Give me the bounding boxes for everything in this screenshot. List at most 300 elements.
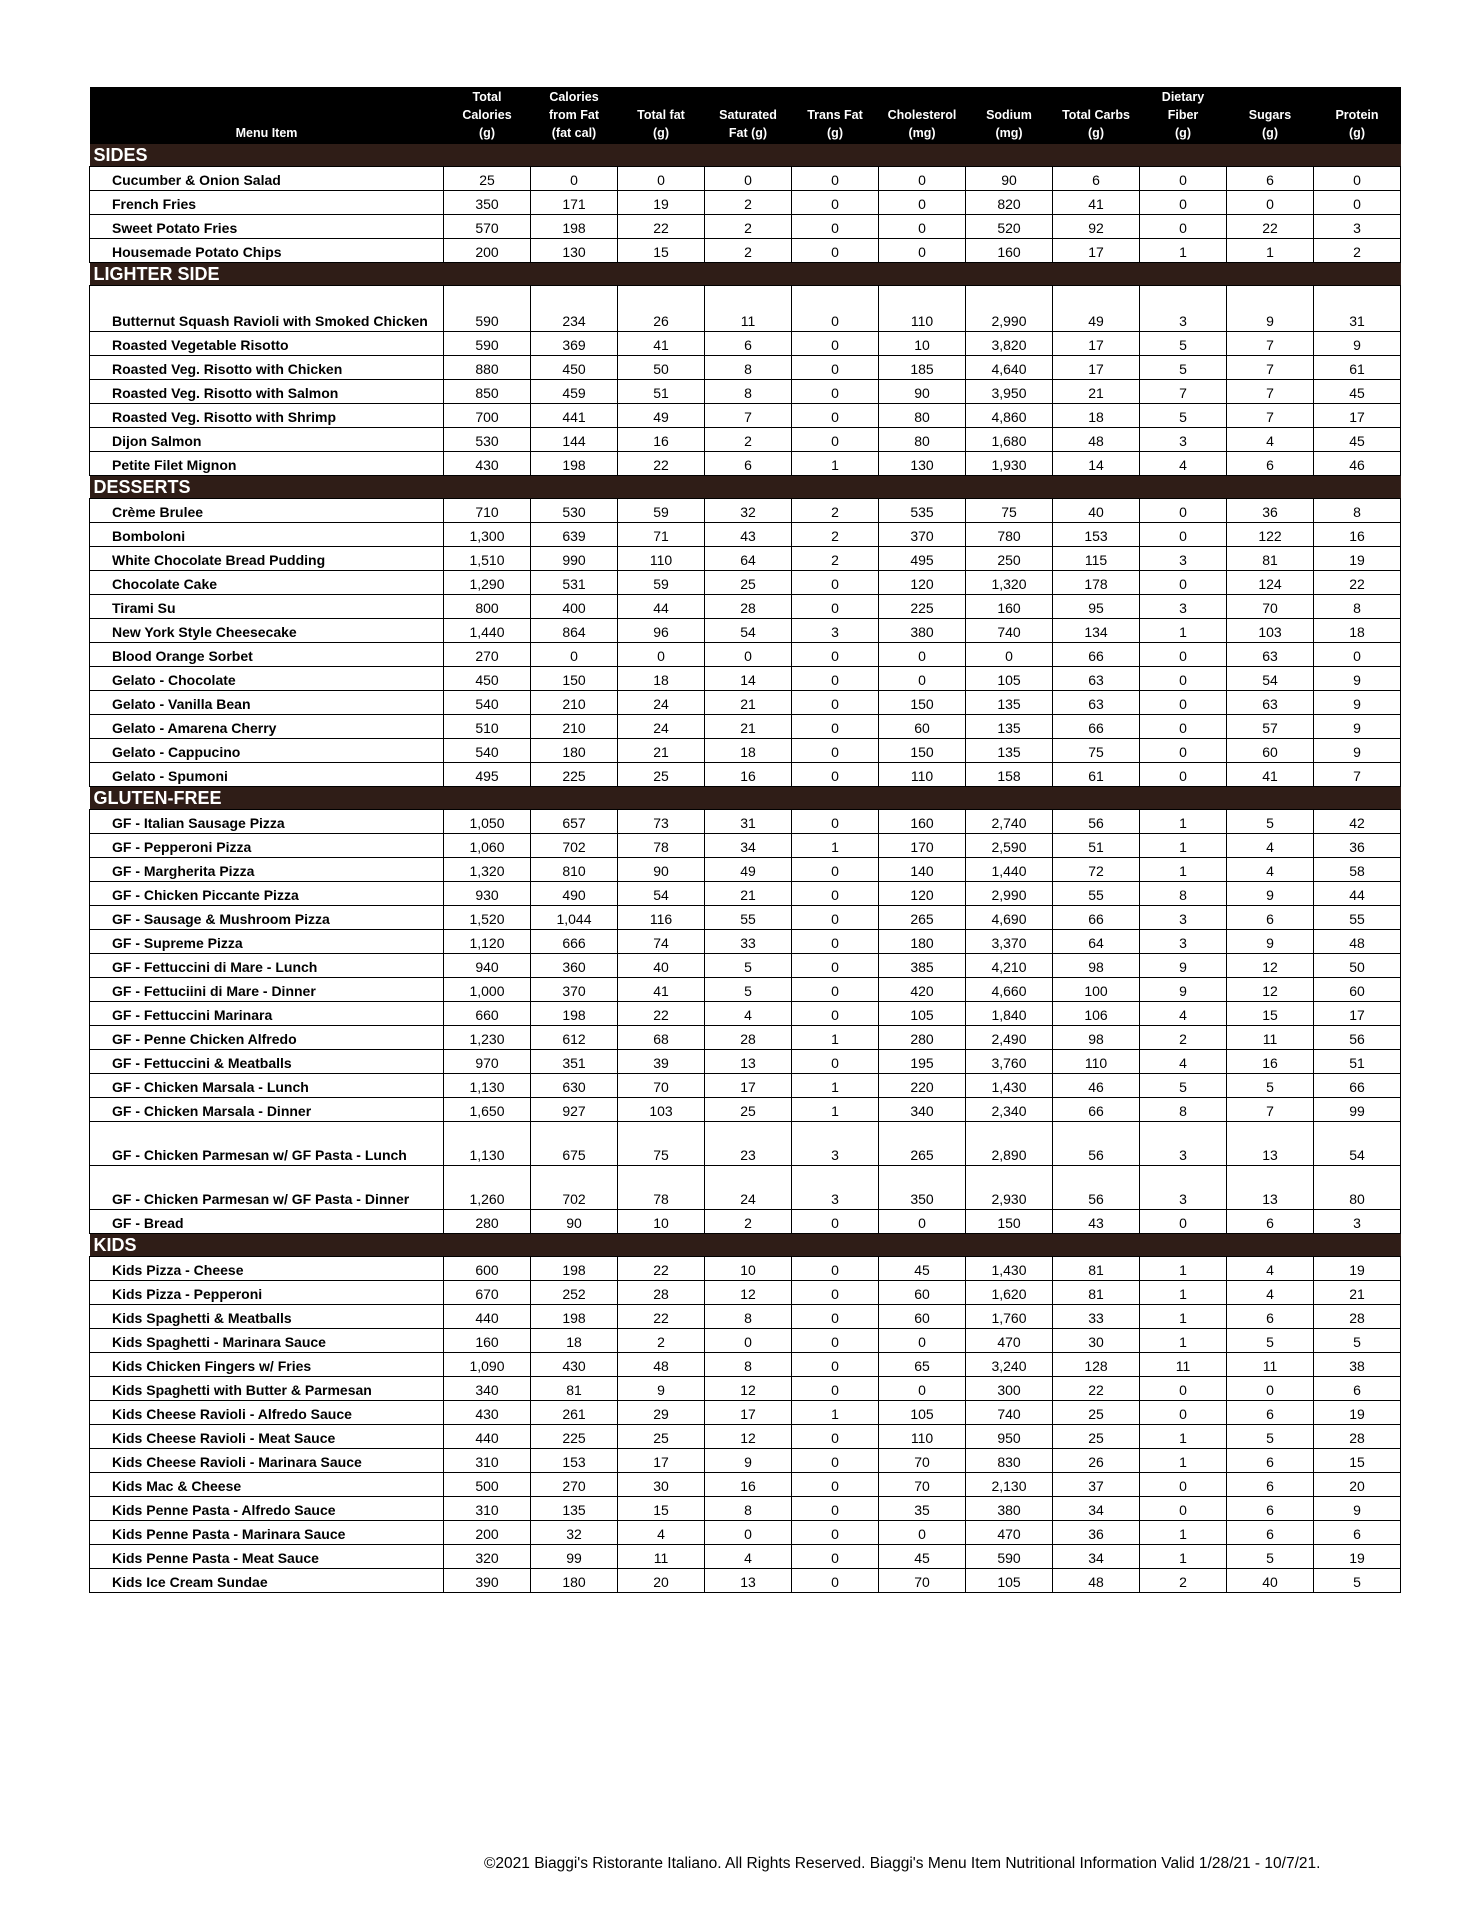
menu-item-name: Gelato - Spumoni: [90, 763, 444, 787]
nutrition-value: 0: [1140, 1377, 1227, 1401]
nutrition-value: 5: [705, 954, 792, 978]
nutrition-value: 8: [1314, 499, 1401, 523]
nutrition-value: 24: [618, 715, 705, 739]
nutrition-value: 2: [792, 547, 879, 571]
nutrition-value: 18: [705, 739, 792, 763]
nutrition-value: 5: [1140, 332, 1227, 356]
nutrition-value: 1,230: [444, 1026, 531, 1050]
nutrition-value: 51: [1314, 1050, 1401, 1074]
nutrition-value: 0: [792, 286, 879, 332]
nutrition-value: 30: [1053, 1329, 1140, 1353]
nutrition-value: 15: [1227, 1002, 1314, 1026]
table-row: [90, 858, 1401, 882]
nutrition-value: 90: [531, 1210, 618, 1234]
nutrition-value: 5: [1140, 404, 1227, 428]
nutrition-value: 171: [531, 191, 618, 215]
nutrition-value: 103: [618, 1098, 705, 1122]
nutrition-value: 21: [705, 882, 792, 906]
nutrition-value: 940: [444, 954, 531, 978]
nutrition-value: 0: [792, 1353, 879, 1377]
nutrition-value: 2,990: [966, 882, 1053, 906]
nutrition-value: 75: [618, 1122, 705, 1166]
section-title: DESSERTS: [90, 476, 1401, 499]
table-row: [90, 1122, 1401, 1166]
table-row: [90, 1521, 1401, 1545]
nutrition-value: 6: [1227, 1401, 1314, 1425]
nutrition-value: 25: [705, 571, 792, 595]
nutrition-value: 675: [531, 1122, 618, 1166]
nutrition-value: 6: [1227, 906, 1314, 930]
nutrition-value: 28: [705, 595, 792, 619]
nutrition-value: 6: [1227, 1305, 1314, 1329]
nutrition-value: 32: [705, 499, 792, 523]
nutrition-value: 2: [618, 1329, 705, 1353]
nutrition-value: 850: [444, 380, 531, 404]
nutrition-value: 9: [1314, 691, 1401, 715]
nutrition-value: 22: [1314, 571, 1401, 595]
table-row: [90, 1281, 1401, 1305]
nutrition-value: 430: [444, 1401, 531, 1425]
nutrition-value: 0: [792, 356, 879, 380]
nutrition-value: 5: [1227, 1074, 1314, 1098]
nutrition-value: 800: [444, 595, 531, 619]
nutrition-value: 0: [1140, 571, 1227, 595]
nutrition-value: 450: [444, 667, 531, 691]
nutrition-value: 59: [618, 571, 705, 595]
nutrition-value: 10: [879, 332, 966, 356]
nutrition-value: 220: [879, 1074, 966, 1098]
nutrition-value: 26: [618, 286, 705, 332]
nutrition-value: 34: [1053, 1545, 1140, 1569]
nutrition-value: 5: [1227, 1329, 1314, 1353]
nutrition-value: 1: [1140, 1545, 1227, 1569]
menu-item-name: Petite Filet Mignon: [90, 452, 444, 476]
nutrition-value: 0: [792, 906, 879, 930]
nutrition-value: 310: [444, 1449, 531, 1473]
nutrition-value: 0: [1140, 191, 1227, 215]
nutrition-value: 2: [705, 1210, 792, 1234]
nutrition-value: 130: [531, 239, 618, 263]
table-row: [90, 643, 1401, 667]
nutrition-value: 54: [705, 619, 792, 643]
nutrition-value: 540: [444, 691, 531, 715]
table-row: [90, 882, 1401, 906]
nutrition-value: 2: [705, 215, 792, 239]
nutrition-value: 48: [1053, 428, 1140, 452]
nutrition-value: 144: [531, 428, 618, 452]
nutrition-value: 1: [1140, 1305, 1227, 1329]
menu-item-name: GF - Chicken Piccante Pizza: [90, 882, 444, 906]
nutrition-value: 2: [792, 523, 879, 547]
nutrition-value: 16: [705, 1473, 792, 1497]
nutrition-value: 0: [879, 667, 966, 691]
nutrition-value: 250: [966, 547, 1053, 571]
nutrition-value: 400: [531, 595, 618, 619]
nutrition-value: 6: [1227, 1210, 1314, 1234]
nutrition-value: 0: [792, 1281, 879, 1305]
nutrition-value: 3,820: [966, 332, 1053, 356]
nutrition-value: 0: [618, 167, 705, 191]
nutrition-value: 4,660: [966, 978, 1053, 1002]
nutrition-value: 56: [1053, 1122, 1140, 1166]
table-row: [90, 1026, 1401, 1050]
nutrition-value: 470: [966, 1329, 1053, 1353]
nutrition-value: 1,620: [966, 1281, 1053, 1305]
nutrition-value: 198: [531, 452, 618, 476]
nutrition-value: 0: [879, 1329, 966, 1353]
nutrition-value: 0: [792, 1377, 879, 1401]
nutrition-value: 0: [792, 167, 879, 191]
column-header: Menu Item: [90, 87, 444, 144]
nutrition-value: 21: [618, 739, 705, 763]
nutrition-value: 261: [531, 1401, 618, 1425]
menu-item-name: Kids Ice Cream Sundae: [90, 1569, 444, 1593]
table-row: [90, 906, 1401, 930]
nutrition-value: 116: [618, 906, 705, 930]
menu-item-name: GF - Bread: [90, 1210, 444, 1234]
column-header: Total Calories (g): [444, 87, 531, 144]
nutrition-value: 24: [705, 1166, 792, 1210]
nutrition-value: 72: [1053, 858, 1140, 882]
nutrition-value: 1: [1140, 1425, 1227, 1449]
nutrition-value: 50: [618, 356, 705, 380]
nutrition-value: 7: [1227, 404, 1314, 428]
column-header: Calories from Fat (fat cal): [531, 87, 618, 144]
nutrition-value: 535: [879, 499, 966, 523]
nutrition-value: 73: [618, 810, 705, 834]
nutrition-value: 0: [792, 1497, 879, 1521]
nutrition-value: 8: [705, 1353, 792, 1377]
nutrition-value: 0: [966, 643, 1053, 667]
menu-item-name: GF - Penne Chicken Alfredo: [90, 1026, 444, 1050]
nutrition-value: 0: [792, 1473, 879, 1497]
nutrition-value: 0: [879, 191, 966, 215]
nutrition-value: 81: [1053, 1281, 1140, 1305]
nutrition-value: 11: [1227, 1026, 1314, 1050]
nutrition-value: 1,440: [966, 858, 1053, 882]
nutrition-value: 440: [444, 1425, 531, 1449]
nutrition-value: 3: [1140, 930, 1227, 954]
nutrition-value: 2: [792, 499, 879, 523]
menu-item-name: GF - Fettuccini di Mare - Lunch: [90, 954, 444, 978]
nutrition-value: 590: [444, 286, 531, 332]
nutrition-value: 9: [1314, 332, 1401, 356]
nutrition-value: 265: [879, 906, 966, 930]
nutrition-value: 0: [1140, 715, 1227, 739]
table-row: [90, 619, 1401, 643]
nutrition-value: 350: [879, 1166, 966, 1210]
nutrition-value: 64: [1053, 930, 1140, 954]
nutrition-value: 710: [444, 499, 531, 523]
menu-item-name: Roasted Veg. Risotto with Salmon: [90, 380, 444, 404]
nutrition-value: 11: [618, 1545, 705, 1569]
nutrition-value: 470: [966, 1521, 1053, 1545]
menu-item-name: New York Style Cheesecake: [90, 619, 444, 643]
nutrition-value: 6: [1227, 1497, 1314, 1521]
nutrition-value: 0: [1140, 643, 1227, 667]
nutrition-value: 9: [1227, 286, 1314, 332]
nutrition-value: 22: [1053, 1377, 1140, 1401]
nutrition-value: 26: [1053, 1449, 1140, 1473]
nutrition-value: 0: [531, 643, 618, 667]
nutrition-value: 15: [618, 1497, 705, 1521]
nutrition-value: 9: [1314, 739, 1401, 763]
nutrition-value: 105: [966, 667, 1053, 691]
nutrition-value: 16: [1227, 1050, 1314, 1074]
nutrition-value: 17: [618, 1449, 705, 1473]
table-body: [90, 144, 1401, 1593]
nutrition-value: 2: [705, 191, 792, 215]
menu-item-name: GF - Chicken Parmesan w/ GF Pasta - Lunch: [90, 1122, 444, 1166]
nutrition-value: 120: [879, 571, 966, 595]
nutrition-value: 0: [792, 1521, 879, 1545]
menu-item-name: Kids Cheese Ravioli - Marinara Sauce: [90, 1449, 444, 1473]
nutrition-value: 160: [444, 1329, 531, 1353]
nutrition-value: 700: [444, 404, 531, 428]
nutrition-value: 9: [1314, 1497, 1401, 1521]
nutrition-value: 1,680: [966, 428, 1053, 452]
nutrition-value: 1,000: [444, 978, 531, 1002]
nutrition-value: 4: [705, 1002, 792, 1026]
nutrition-value: 630: [531, 1074, 618, 1098]
menu-item-name: Gelato - Vanilla Bean: [90, 691, 444, 715]
nutrition-value: 70: [1227, 595, 1314, 619]
nutrition-value: 15: [1314, 1449, 1401, 1473]
nutrition-value: 110: [879, 1425, 966, 1449]
nutrition-value: 122: [1227, 523, 1314, 547]
nutrition-value: 58: [1314, 858, 1401, 882]
nutrition-value: 25: [618, 1425, 705, 1449]
nutrition-value: 9: [1227, 930, 1314, 954]
nutrition-value: 1,300: [444, 523, 531, 547]
nutrition-value: 61: [1314, 356, 1401, 380]
nutrition-value: 28: [705, 1026, 792, 1050]
nutrition-value: 33: [1053, 1305, 1140, 1329]
nutrition-value: 14: [1053, 452, 1140, 476]
nutrition-value: 198: [531, 1002, 618, 1026]
nutrition-value: 0: [792, 691, 879, 715]
menu-item-name: Roasted Veg. Risotto with Shrimp: [90, 404, 444, 428]
nutrition-value: 0: [792, 667, 879, 691]
table-row: [90, 380, 1401, 404]
nutrition-value: 90: [879, 380, 966, 404]
nutrition-value: 0: [792, 1449, 879, 1473]
nutrition-value: 3: [792, 1166, 879, 1210]
nutrition-value: 0: [705, 1521, 792, 1545]
nutrition-value: 3: [1140, 286, 1227, 332]
nutrition-value: 0: [1140, 1497, 1227, 1521]
nutrition-value: 2: [1314, 239, 1401, 263]
nutrition-value: 8: [705, 356, 792, 380]
table-row: [90, 428, 1401, 452]
nutrition-value: 56: [1314, 1026, 1401, 1050]
nutrition-value: 495: [879, 547, 966, 571]
nutrition-value: 18: [618, 667, 705, 691]
nutrition-value: 198: [531, 1305, 618, 1329]
nutrition-value: 7: [705, 404, 792, 428]
nutrition-value: 1,510: [444, 547, 531, 571]
menu-item-name: GF - Fettuciini di Mare - Dinner: [90, 978, 444, 1002]
table-row: [90, 978, 1401, 1002]
nutrition-value: 1,050: [444, 810, 531, 834]
nutrition-value: 64: [705, 547, 792, 571]
nutrition-value: 0: [1227, 191, 1314, 215]
nutrition-value: 0: [1140, 167, 1227, 191]
nutrition-value: 106: [1053, 1002, 1140, 1026]
nutrition-value: 820: [966, 191, 1053, 215]
nutrition-value: 7: [1227, 332, 1314, 356]
nutrition-value: 6: [1053, 167, 1140, 191]
menu-item-name: White Chocolate Bread Pudding: [90, 547, 444, 571]
menu-item-name: French Fries: [90, 191, 444, 215]
nutrition-value: 0: [792, 763, 879, 787]
nutrition-value: 92: [1053, 215, 1140, 239]
nutrition-value: 380: [879, 619, 966, 643]
nutrition-value: 59: [618, 499, 705, 523]
nutrition-value: 780: [966, 523, 1053, 547]
nutrition-value: 280: [444, 1210, 531, 1234]
nutrition-value: 5: [1140, 356, 1227, 380]
nutrition-value: 0: [1314, 191, 1401, 215]
nutrition-value: 31: [705, 810, 792, 834]
nutrition-value: 3,240: [966, 1353, 1053, 1377]
nutrition-value: 0: [792, 882, 879, 906]
nutrition-value: 120: [879, 882, 966, 906]
nutrition-value: 95: [1053, 595, 1140, 619]
nutrition-value: 380: [966, 1497, 1053, 1521]
table-row: [90, 1257, 1401, 1281]
nutrition-value: 21: [705, 715, 792, 739]
nutrition-value: 55: [705, 906, 792, 930]
nutrition-value: 78: [618, 834, 705, 858]
nutrition-value: 1: [1140, 1257, 1227, 1281]
table-row: [90, 523, 1401, 547]
nutrition-value: 44: [618, 595, 705, 619]
nutrition-value: 195: [879, 1050, 966, 1074]
table-row: [90, 1210, 1401, 1234]
table-row: [90, 1050, 1401, 1074]
nutrition-value: 70: [879, 1449, 966, 1473]
nutrition-value: 105: [879, 1401, 966, 1425]
nutrition-value: 1: [1140, 858, 1227, 882]
nutrition-value: 180: [531, 1569, 618, 1593]
nutrition-value: 110: [879, 763, 966, 787]
nutrition-value: 520: [966, 215, 1053, 239]
nutrition-value: 7: [1140, 380, 1227, 404]
section-header: [90, 787, 1401, 810]
nutrition-value: 0: [792, 1329, 879, 1353]
nutrition-value: 0: [1314, 167, 1401, 191]
nutrition-value: 350: [444, 191, 531, 215]
nutrition-value: 0: [1140, 215, 1227, 239]
nutrition-value: 63: [1227, 643, 1314, 667]
nutrition-value: 99: [1314, 1098, 1401, 1122]
column-header: Sodium (mg): [966, 87, 1053, 144]
table-row: [90, 404, 1401, 428]
nutrition-value: 70: [879, 1569, 966, 1593]
nutrition-value: 2,890: [966, 1122, 1053, 1166]
table-row: [90, 191, 1401, 215]
nutrition-value: 41: [618, 332, 705, 356]
menu-item-name: Crème Brulee: [90, 499, 444, 523]
nutrition-value: 670: [444, 1281, 531, 1305]
nutrition-value: 35: [879, 1497, 966, 1521]
nutrition-value: 110: [1053, 1050, 1140, 1074]
nutrition-value: 210: [531, 715, 618, 739]
nutrition-value: 0: [705, 167, 792, 191]
nutrition-value: 0: [792, 739, 879, 763]
nutrition-value: 66: [1314, 1074, 1401, 1098]
nutrition-value: 16: [618, 428, 705, 452]
nutrition-value: 360: [531, 954, 618, 978]
nutrition-value: 7: [1314, 763, 1401, 787]
nutrition-value: 0: [792, 715, 879, 739]
nutrition-value: 0: [792, 978, 879, 1002]
nutrition-value: 185: [879, 356, 966, 380]
nutrition-value: 930: [444, 882, 531, 906]
table-row: [90, 571, 1401, 595]
table-row: [90, 1305, 1401, 1329]
nutrition-value: 23: [705, 1122, 792, 1166]
nutrition-value: 0: [792, 1305, 879, 1329]
nutrition-value: 1: [792, 1401, 879, 1425]
nutrition-value: 0: [1140, 1473, 1227, 1497]
nutrition-value: 6: [1227, 1449, 1314, 1473]
nutrition-value: 19: [1314, 1545, 1401, 1569]
nutrition-value: 210: [531, 691, 618, 715]
nutrition-value: 225: [531, 1425, 618, 1449]
nutrition-value: 8: [1314, 595, 1401, 619]
nutrition-value: 0: [792, 1425, 879, 1449]
nutrition-value: 6: [1227, 1473, 1314, 1497]
nutrition-value: 160: [966, 595, 1053, 619]
nutrition-value: 3,370: [966, 930, 1053, 954]
nutrition-value: 0: [792, 930, 879, 954]
nutrition-value: 0: [792, 1545, 879, 1569]
nutrition-value: 50: [1314, 954, 1401, 978]
nutrition-value: 11: [705, 286, 792, 332]
menu-item-name: Kids Penne Pasta - Marinara Sauce: [90, 1521, 444, 1545]
nutrition-value: 74: [618, 930, 705, 954]
nutrition-value: 0: [792, 1569, 879, 1593]
nutrition-value: 40: [1227, 1569, 1314, 1593]
nutrition-value: 265: [879, 1122, 966, 1166]
nutrition-value: 830: [966, 1449, 1053, 1473]
nutrition-value: 2: [705, 428, 792, 452]
nutrition-value: 6: [705, 332, 792, 356]
nutrition-value: 96: [618, 619, 705, 643]
nutrition-value: 3: [1140, 1166, 1227, 1210]
nutrition-value: 1: [1140, 834, 1227, 858]
nutrition-value: 41: [1227, 763, 1314, 787]
nutrition-value: 0: [1140, 739, 1227, 763]
nutrition-value: 200: [444, 239, 531, 263]
nutrition-value: 150: [966, 1210, 1053, 1234]
nutrition-value: 740: [966, 619, 1053, 643]
nutrition-value: 0: [1140, 667, 1227, 691]
nutrition-value: 9: [1314, 667, 1401, 691]
table-row: [90, 1497, 1401, 1521]
menu-item-name: Sweet Potato Fries: [90, 215, 444, 239]
nutrition-value: 25: [1053, 1401, 1140, 1425]
menu-item-name: Kids Pizza - Cheese: [90, 1257, 444, 1281]
nutrition-value: 531: [531, 571, 618, 595]
nutrition-value: 22: [1227, 215, 1314, 239]
nutrition-value: 310: [444, 1497, 531, 1521]
nutrition-value: 385: [879, 954, 966, 978]
nutrition-value: 300: [966, 1377, 1053, 1401]
table-row: [90, 834, 1401, 858]
